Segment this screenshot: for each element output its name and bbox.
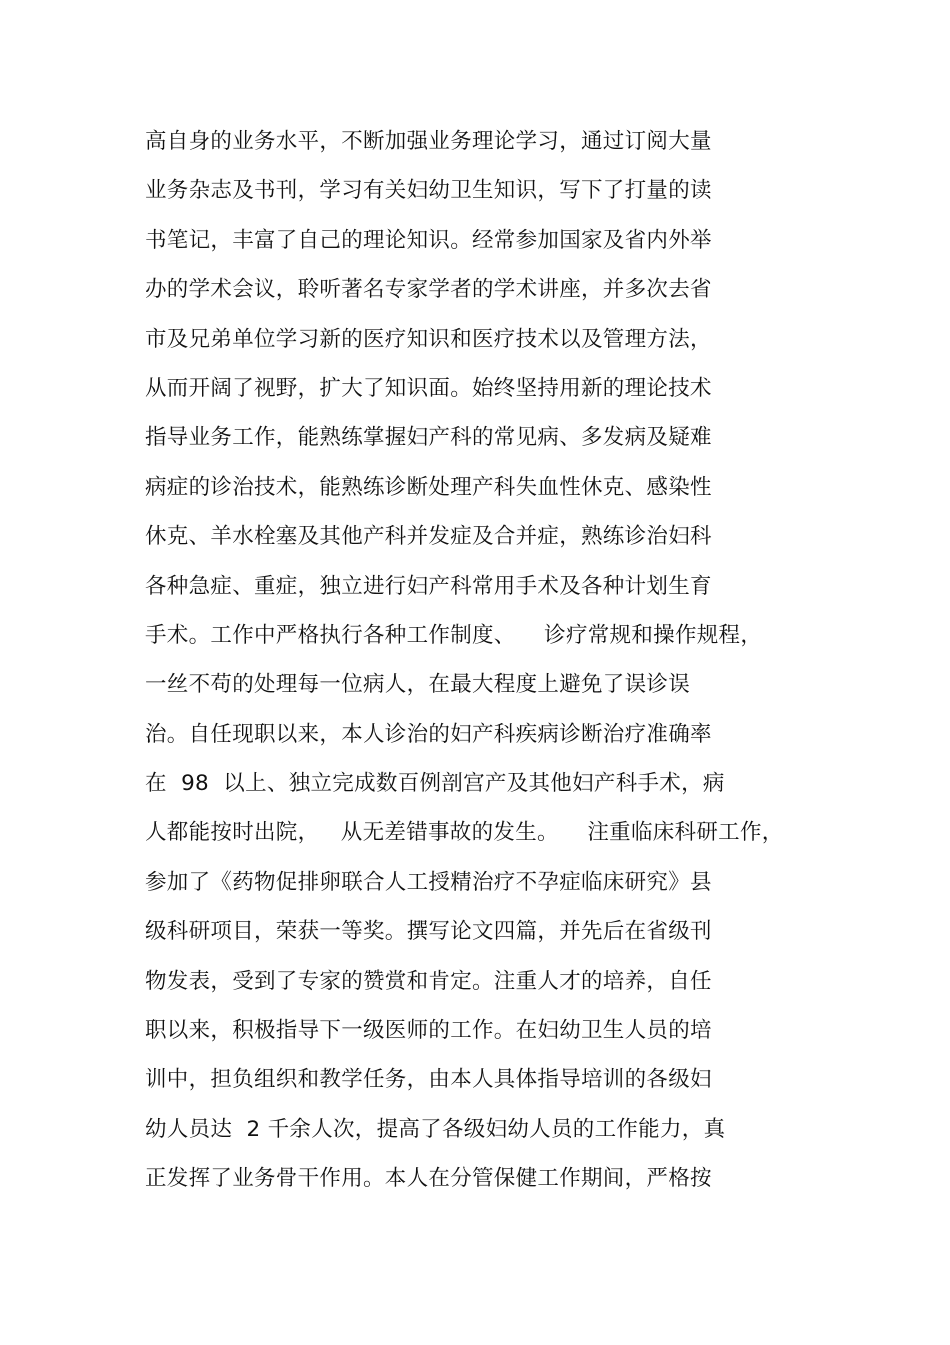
text-line-11: 手术。工作中严格执行各种工作制度、 诊疗常规和操作规程， [145, 622, 763, 648]
text-line-4: 办的学术会议，聆听著名专家学者的学术讲座，并多次去省 [145, 277, 712, 303]
text-line-21: 幼人员达 2 千余人次，提高了各级妇幼人员的工作能力，真 [145, 1116, 726, 1142]
text-line-1: 高自身的业务水平，不断加强业务理论学习，通过订阅大量 [145, 129, 712, 154]
text-line-2: 业务杂志及书刊，学习有关妇幼卫生知识，写下了打量的读 [145, 178, 712, 204]
text-line-12: 一丝不苟的处理每一位病人，在最大程度上避免了误诊误 [145, 672, 691, 698]
text-line-16: 参加了《药物促排卵联合人工授精治疗不孕症临床研究》县 [145, 869, 712, 895]
text-line-10: 各种急症、重症，独立进行妇产科常用手术及各种计划生育 [145, 573, 712, 599]
text-line-13: 治。自任现职以来，本人诊治的妇产科疾病诊断治疗准确率 [145, 721, 712, 747]
text-line-9: 休克、羊水栓塞及其他产科并发症及合并症，熟练诊治妇科 [145, 524, 712, 550]
text-line-8: 病症的诊治技术，能熟练诊断处理产科失血性休克、感染性 [145, 474, 712, 500]
text-line-22: 正发挥了业务骨干作用。本人在分管保健工作期间，严格按 [145, 1166, 712, 1192]
text-line-18: 物发表，受到了专家的赞赏和肯定。注重人才的培养，自任 [145, 968, 712, 994]
text-line-20: 训中，担负组织和教学任务，由本人具体指导培训的各级妇 [145, 1067, 712, 1093]
text-line-3: 书笔记，丰富了自己的理论知识。经常参加国家及省内外举 [145, 227, 712, 253]
text-line-19: 职以来，积极指导下一级医师的工作。在妇幼卫生人员的培 [145, 1018, 712, 1044]
text-line-6: 从而开阔了视野，扩大了知识面。始终坚持用新的理论技术 [145, 375, 712, 401]
text-line-15: 人都能按时出院， 从无差错事故的发生。 注重临床科研工作， [145, 820, 784, 846]
text-line-17: 级科研项目，荣获一等奖。撰写论文四篇，并先后在省级刊 [145, 919, 712, 945]
body-text [145, 124, 845, 1211]
text-line-7: 指导业务工作，能熟练掌握妇产科的常见病、多发病及疑难 [145, 425, 712, 451]
text-line-14: 在 98 以上、独立完成数百例剖宫产及其他妇产科手术，病 [145, 771, 725, 797]
text-line-5: 市及兄弟单位学习新的医疗知识和医疗技术以及管理方法， [145, 326, 712, 352]
